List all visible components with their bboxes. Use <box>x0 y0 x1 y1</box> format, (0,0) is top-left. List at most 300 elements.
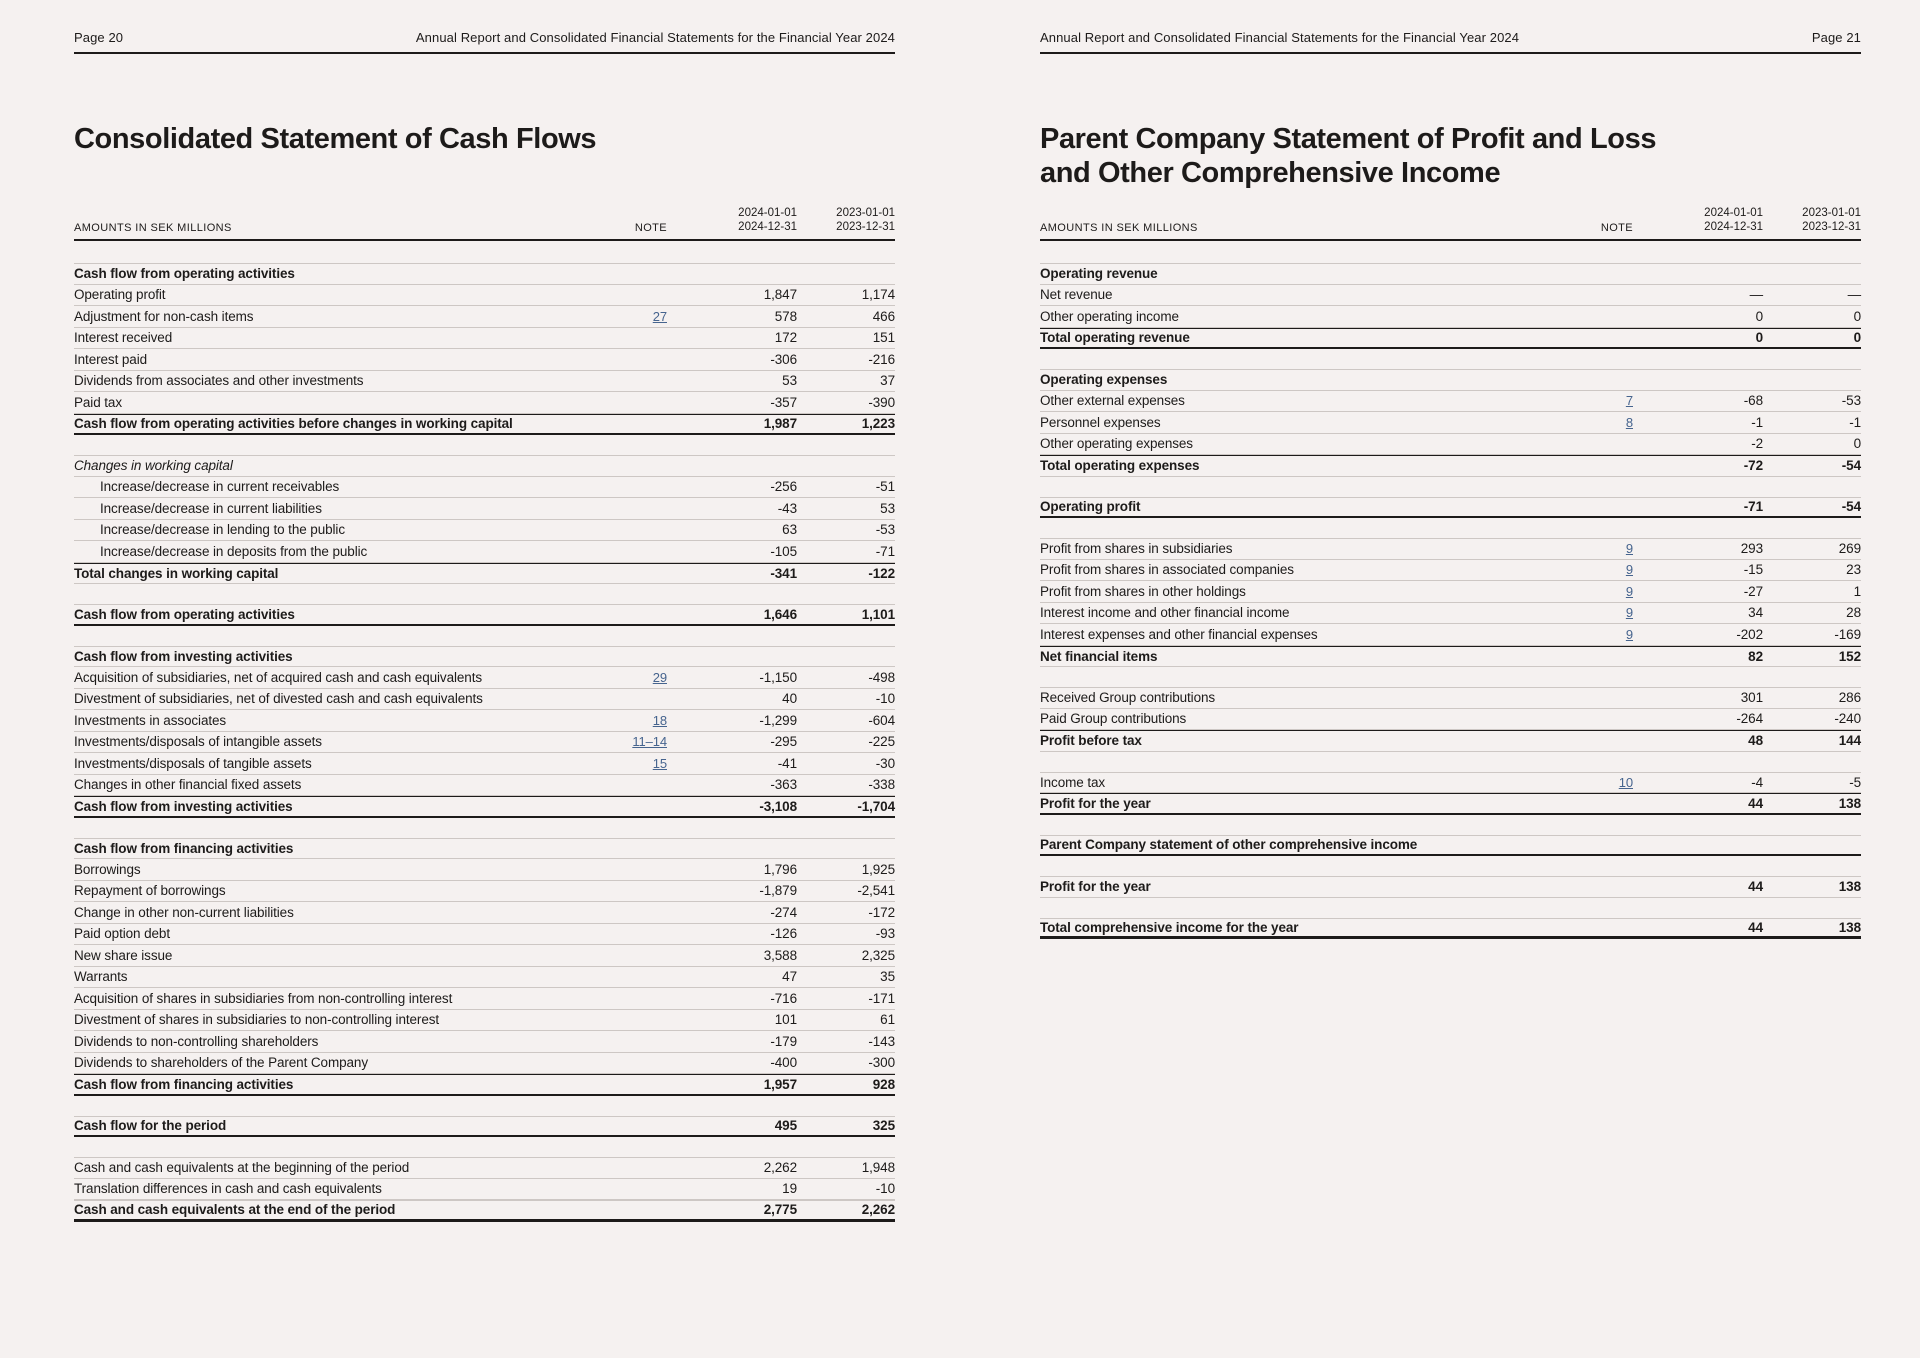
table-section <box>74 1116 895 1138</box>
value-2024: 0 <box>1755 330 1763 346</box>
period-2024-column-label: 2024-01-01 2024-12-31 <box>738 207 797 233</box>
table-section <box>1040 918 1861 940</box>
table-row <box>74 859 895 881</box>
value-2023: -51 <box>875 479 895 495</box>
table-row <box>74 710 895 732</box>
row-label: Cash flow from investing activities <box>74 798 293 814</box>
table-row <box>74 1031 895 1053</box>
value-2023: 928 <box>872 1076 895 1092</box>
table-row <box>74 945 895 967</box>
value-2024: 1,796 <box>763 861 797 877</box>
total-row <box>1040 455 1861 477</box>
value-2024: 293 <box>1740 541 1763 557</box>
row-label: Changes in working capital <box>74 458 233 474</box>
row-label: Total comprehensive income for the year <box>1040 919 1299 935</box>
value-2024: 44 <box>1748 795 1763 811</box>
note-cell <box>607 670 667 685</box>
row-label: Cash flow from operating activities before changes in working capital <box>74 416 513 432</box>
note-link[interactable]: 10 <box>1618 774 1633 790</box>
value-2024: -68 <box>1743 393 1763 409</box>
value-2024: -295 <box>770 734 797 750</box>
row-label: Cash flow from operating activities <box>74 266 295 282</box>
section-header-row <box>74 263 895 285</box>
value-2023: 138 <box>1838 795 1861 811</box>
note-link[interactable]: 9 <box>1625 605 1633 621</box>
value-2023: 23 <box>1846 562 1861 578</box>
row-label: Other external expenses <box>1040 393 1185 409</box>
section-header-row <box>74 838 895 860</box>
row-label: Personnel expenses <box>1040 414 1161 430</box>
row-label: Paid Group contributions <box>1040 711 1187 727</box>
table-row <box>1040 412 1861 434</box>
period-2023-column-label: 2023-01-01 2023-12-31 <box>836 207 895 233</box>
row-label: Repayment of borrowings <box>74 883 226 899</box>
row-label: New share issue <box>74 947 173 963</box>
value-2023: 269 <box>1838 541 1861 557</box>
total-row <box>74 1074 895 1096</box>
row-label: Total operating revenue <box>1040 330 1190 346</box>
row-label: Translation differences in cash and cash equivalents <box>74 1181 382 1197</box>
value-2023: 1,223 <box>861 416 895 432</box>
amounts-units-label: AMOUNTS IN SEK MILLIONS <box>1040 222 1198 234</box>
value-2023: 0 <box>1853 330 1861 346</box>
value-2023: -498 <box>868 669 895 685</box>
value-2023: -10 <box>875 1181 895 1197</box>
page-header <box>1040 0 1861 54</box>
value-2024: 0 <box>1755 308 1763 324</box>
value-2024: -341 <box>770 565 797 581</box>
total-row <box>1040 497 1861 519</box>
table-row <box>74 775 895 797</box>
table-row <box>1040 624 1861 646</box>
period-2024-column-label: 2024-01-01 2024-12-31 <box>1704 207 1763 233</box>
row-label: Profit for the year <box>1040 795 1151 811</box>
row-label: Paid option debt <box>74 926 170 942</box>
value-2023: 151 <box>872 330 895 346</box>
value-2024: 101 <box>774 1012 797 1028</box>
value-2024: -264 <box>1736 711 1763 727</box>
note-cell <box>607 309 667 324</box>
value-2024: -1,879 <box>759 883 797 899</box>
row-label: Paid tax <box>74 394 122 410</box>
row-label: Total operating expenses <box>1040 458 1200 474</box>
table-section <box>1040 835 1861 857</box>
column-headers <box>1040 206 1861 241</box>
value-2024: — <box>1749 287 1763 303</box>
value-2023: 37 <box>880 373 895 389</box>
value-2023: 61 <box>880 1012 895 1028</box>
table-section <box>74 604 895 626</box>
table-row <box>74 328 895 350</box>
table-row <box>1040 581 1861 603</box>
value-2023: 1,101 <box>861 606 895 622</box>
table-row <box>74 902 895 924</box>
row-label: Divestment of subsidiaries, net of divested cash and cash equivalents <box>74 691 483 707</box>
value-2024: 1,646 <box>763 606 797 622</box>
row-label: Operating profit <box>74 287 166 303</box>
value-2023: -1,704 <box>857 798 895 814</box>
table-row <box>74 477 895 499</box>
row-label: Interest paid <box>74 351 147 367</box>
total-row <box>1040 918 1861 940</box>
value-2024: 44 <box>1748 879 1763 895</box>
value-2024: 47 <box>782 969 797 985</box>
table-row <box>74 689 895 711</box>
table-section <box>74 1157 895 1222</box>
statement-title <box>74 122 895 196</box>
value-2024: 82 <box>1748 648 1763 664</box>
table-row <box>74 520 895 542</box>
value-2023: -54 <box>1841 499 1861 515</box>
value-2023: -143 <box>868 1033 895 1049</box>
row-label: Interest expenses and other financial expenses <box>1040 626 1318 642</box>
table-section <box>74 263 895 435</box>
value-2024: 1,847 <box>763 287 797 303</box>
total-row <box>1040 328 1861 350</box>
value-2024: -1,299 <box>759 712 797 728</box>
note-link[interactable]: 9 <box>1625 583 1633 599</box>
period-2023-column-label: 2023-01-01 2023-12-31 <box>1802 207 1861 233</box>
note-cell <box>1573 541 1633 556</box>
value-2023: 35 <box>880 969 895 985</box>
note-cell <box>1573 415 1633 430</box>
row-label: Parent Company statement of other comprehensive income <box>1040 837 1418 853</box>
row-label: Cash flow for the period <box>74 1118 227 1134</box>
value-2024: -716 <box>770 990 797 1006</box>
table-row <box>1040 306 1861 328</box>
note-link[interactable]: 9 <box>1625 562 1633 578</box>
note-cell <box>1573 605 1633 620</box>
value-2023: 138 <box>1838 879 1861 895</box>
row-label: Divestment of shares in subsidiaries to non-controlling interest <box>74 1012 440 1028</box>
statement-title-line: Parent Company Statement of Profit and Loss <box>1040 123 1657 155</box>
table-section <box>1040 687 1861 752</box>
value-2024: 495 <box>774 1118 797 1134</box>
value-2023: 286 <box>1838 690 1861 706</box>
row-label: Borrowings <box>74 861 141 877</box>
value-2024: -1 <box>1751 414 1763 430</box>
row-label: Total changes in working capital <box>74 565 279 581</box>
value-2023: -122 <box>868 565 895 581</box>
note-cell <box>607 713 667 728</box>
note-cell <box>1573 562 1633 577</box>
note-link[interactable]: 9 <box>1625 626 1633 642</box>
value-2023: -240 <box>1834 711 1861 727</box>
page-number: Page 20 <box>74 30 124 45</box>
value-2024: -15 <box>1743 562 1763 578</box>
value-2023: -53 <box>875 522 895 538</box>
table-row <box>74 1053 895 1075</box>
row-label: Cash and cash equivalents at the end of the period <box>74 1202 396 1218</box>
row-label: Warrants <box>74 969 128 985</box>
value-2024: -105 <box>770 543 797 559</box>
table-row <box>1040 709 1861 731</box>
table-row <box>74 306 895 328</box>
row-label: Adjustment for non-cash items <box>74 308 254 324</box>
value-2023: -169 <box>1834 626 1861 642</box>
row-label: Changes in other financial fixed assets <box>74 777 302 793</box>
table-section <box>74 646 895 818</box>
value-2023: 152 <box>1838 648 1861 664</box>
subsection-header-row <box>74 455 895 477</box>
table-section <box>1040 369 1861 477</box>
value-2023: 138 <box>1838 919 1861 935</box>
table-row <box>1040 391 1861 413</box>
row-label: Increase/decrease in lending to the public <box>100 522 345 538</box>
table-row <box>1040 434 1861 456</box>
total-row <box>74 1200 895 1222</box>
statement-title-line: and Other Comprehensive Income <box>1040 157 1501 189</box>
value-2023: -54 <box>1841 458 1861 474</box>
value-2024: 40 <box>782 691 797 707</box>
section-header-row <box>1040 369 1861 391</box>
value-2023: -53 <box>1841 393 1861 409</box>
section-header-row <box>1040 263 1861 285</box>
row-label: Cash and cash equivalents at the beginning of the period <box>74 1160 410 1176</box>
note-link[interactable]: 18 <box>652 712 667 728</box>
total-row <box>74 796 895 818</box>
value-2023: 1,174 <box>861 287 895 303</box>
row-label: Cash flow from operating activities <box>74 606 295 622</box>
value-2024: 2,262 <box>763 1160 797 1176</box>
value-2023: -390 <box>868 394 895 410</box>
value-2024: -400 <box>770 1055 797 1071</box>
note-link[interactable]: 27 <box>652 308 667 324</box>
table-section <box>1040 263 1861 349</box>
table-row <box>1040 560 1861 582</box>
note-link[interactable]: 29 <box>652 669 667 685</box>
value-2024: 63 <box>782 522 797 538</box>
row-label: Dividends to non-controlling shareholders <box>74 1033 319 1049</box>
row-label: Investments/disposals of tangible assets <box>74 755 312 771</box>
table-row <box>74 349 895 371</box>
value-2024: -4 <box>1751 774 1763 790</box>
table-row <box>74 967 895 989</box>
row-label: Profit from shares in associated companies <box>1040 562 1294 578</box>
row-label: Investments/disposals of intangible assets <box>74 734 322 750</box>
table-row <box>74 371 895 393</box>
value-2024: 3,588 <box>763 947 797 963</box>
total-row <box>74 604 895 626</box>
note-cell <box>1573 627 1633 642</box>
value-2023: -225 <box>868 734 895 750</box>
value-2024: -179 <box>770 1033 797 1049</box>
value-2023: 144 <box>1838 733 1861 749</box>
table-row <box>74 1157 895 1179</box>
table-section <box>1040 497 1861 519</box>
value-2023: 2,262 <box>861 1202 895 1218</box>
row-label: Change in other non-current liabilities <box>74 904 294 920</box>
note-cell <box>607 756 667 771</box>
row-label: Net revenue <box>1040 287 1113 303</box>
table-row <box>1040 603 1861 625</box>
row-label: Cash flow from investing activities <box>74 648 293 664</box>
value-2023: -604 <box>868 712 895 728</box>
value-2023: -216 <box>868 351 895 367</box>
value-2024: -3,108 <box>759 798 797 814</box>
row-label: Increase/decrease in current liabilities <box>100 500 322 516</box>
row-label: Cash flow from financing activities <box>74 1076 294 1092</box>
total-row <box>1040 793 1861 815</box>
value-2023: -2,541 <box>857 883 895 899</box>
statement-title <box>1040 122 1861 196</box>
table-row <box>74 924 895 946</box>
table-section <box>1040 876 1861 898</box>
value-2024: -357 <box>770 394 797 410</box>
note-link[interactable]: 7 <box>1625 393 1633 409</box>
page-number: Page 21 <box>1811 30 1861 45</box>
table-row <box>74 1179 895 1201</box>
table-row <box>74 753 895 775</box>
note-link[interactable]: 15 <box>652 755 667 771</box>
doc-title: Annual Report and Consolidated Financial Statements for the Financial Year 2024 <box>415 30 895 45</box>
row-label: Received Group contributions <box>1040 690 1216 706</box>
row-label: Profit from shares in other holdings <box>1040 583 1246 599</box>
value-2024: -256 <box>770 479 797 495</box>
profit-loss-table <box>1040 263 1861 939</box>
total-row <box>1040 646 1861 668</box>
value-2023: -71 <box>875 543 895 559</box>
note-link[interactable]: 9 <box>1625 541 1633 557</box>
value-2023: — <box>1847 287 1861 303</box>
row-label: Operating profit <box>1040 499 1141 515</box>
page-header <box>74 0 895 54</box>
value-2024: -43 <box>777 500 797 516</box>
row-label: Operating revenue <box>1040 266 1158 282</box>
table-section <box>1040 538 1861 667</box>
value-2023: 1 <box>1853 583 1861 599</box>
total-row <box>1040 876 1861 898</box>
value-2024: -27 <box>1743 583 1763 599</box>
value-2024: 48 <box>1748 733 1763 749</box>
row-label: Profit for the year <box>1040 879 1151 895</box>
table-row <box>74 732 895 754</box>
value-2024: 301 <box>1740 690 1763 706</box>
row-label: Other operating income <box>1040 308 1179 324</box>
value-2024: -2 <box>1751 436 1763 452</box>
value-2023: -93 <box>875 926 895 942</box>
note-cell <box>1573 584 1633 599</box>
value-2023: 466 <box>872 308 895 324</box>
value-2023: -172 <box>868 904 895 920</box>
table-row <box>74 541 895 563</box>
value-2024: 1,987 <box>763 416 797 432</box>
value-2024: 53 <box>782 373 797 389</box>
row-label: Acquisition of subsidiaries, net of acquired cash and cash equivalents <box>74 669 483 685</box>
page-right <box>1040 0 1861 939</box>
note-link[interactable]: 11–14 <box>632 734 667 750</box>
table-section <box>74 455 895 584</box>
value-2024: 44 <box>1748 919 1763 935</box>
value-2024: -274 <box>770 904 797 920</box>
row-label: Dividends to shareholders of the Parent Company <box>74 1055 368 1071</box>
statement-title-line: Consolidated Statement of Cash Flows <box>74 123 597 155</box>
value-2024: 34 <box>1748 605 1763 621</box>
note-link[interactable]: 8 <box>1625 414 1633 430</box>
value-2024: -202 <box>1736 626 1763 642</box>
row-label: Interest income and other financial income <box>1040 605 1290 621</box>
table-row <box>74 667 895 689</box>
value-2024: -71 <box>1743 499 1763 515</box>
row-label: Interest received <box>74 330 173 346</box>
table-row <box>74 881 895 903</box>
table-row <box>74 1010 895 1032</box>
value-2023: 0 <box>1853 436 1861 452</box>
value-2023: -5 <box>1849 774 1861 790</box>
value-2023: 325 <box>872 1118 895 1134</box>
table-row <box>1040 687 1861 709</box>
value-2024: -126 <box>770 926 797 942</box>
value-2024: 2,775 <box>763 1202 797 1218</box>
note-column-label: NOTE <box>634 222 667 234</box>
table-row <box>1040 538 1861 560</box>
value-2024: -1,150 <box>759 669 797 685</box>
total-row <box>74 563 895 585</box>
row-label: Investments in associates <box>74 712 227 728</box>
table-row <box>1040 285 1861 307</box>
table-row <box>74 285 895 307</box>
row-label: Dividends from associates and other investments <box>74 373 364 389</box>
section-header-row <box>1040 835 1861 857</box>
value-2023: 53 <box>880 500 895 516</box>
row-label: Profit from shares in subsidiaries <box>1040 541 1233 557</box>
note-cell <box>1573 393 1633 408</box>
table-row <box>74 988 895 1010</box>
table-row <box>74 498 895 520</box>
value-2023: -30 <box>875 755 895 771</box>
row-label: Increase/decrease in deposits from the public <box>100 543 368 559</box>
value-2023: -338 <box>868 777 895 793</box>
value-2024: -72 <box>1743 458 1763 474</box>
table-section <box>74 838 895 1096</box>
value-2024: -306 <box>770 351 797 367</box>
amounts-units-label: AMOUNTS IN SEK MILLIONS <box>74 222 232 234</box>
doc-title: Annual Report and Consolidated Financial Statements for the Financial Year 2024 <box>1040 30 1520 45</box>
value-2023: 1,925 <box>861 861 895 877</box>
row-label: Income tax <box>1040 774 1106 790</box>
table-row <box>1040 772 1861 794</box>
page-left <box>74 0 895 1222</box>
column-headers <box>74 206 895 241</box>
section-header-row <box>74 646 895 668</box>
value-2023: -1 <box>1849 414 1861 430</box>
note-column-label: NOTE <box>1600 222 1633 234</box>
value-2024: 1,957 <box>763 1076 797 1092</box>
value-2023: -10 <box>875 691 895 707</box>
table-section <box>1040 772 1861 815</box>
value-2024: 172 <box>774 330 797 346</box>
value-2023: 2,325 <box>861 947 895 963</box>
row-label: Operating expenses <box>1040 372 1168 388</box>
cash-flow-table <box>74 263 895 1222</box>
value-2023: 28 <box>1846 605 1861 621</box>
value-2024: 578 <box>774 308 797 324</box>
value-2024: 19 <box>782 1181 797 1197</box>
row-label: Increase/decrease in current receivables <box>100 479 340 495</box>
note-cell <box>607 734 667 749</box>
row-label: Other operating expenses <box>1040 436 1193 452</box>
row-label: Profit before tax <box>1040 733 1142 749</box>
total-row <box>74 1116 895 1138</box>
total-row <box>1040 730 1861 752</box>
value-2024: -363 <box>770 777 797 793</box>
note-cell <box>1573 775 1633 790</box>
value-2023: 0 <box>1853 308 1861 324</box>
row-label: Acquisition of shares in subsidiaries from non-controlling interest <box>74 990 453 1006</box>
total-row <box>74 414 895 436</box>
table-row <box>74 392 895 414</box>
value-2023: 1,948 <box>861 1160 895 1176</box>
